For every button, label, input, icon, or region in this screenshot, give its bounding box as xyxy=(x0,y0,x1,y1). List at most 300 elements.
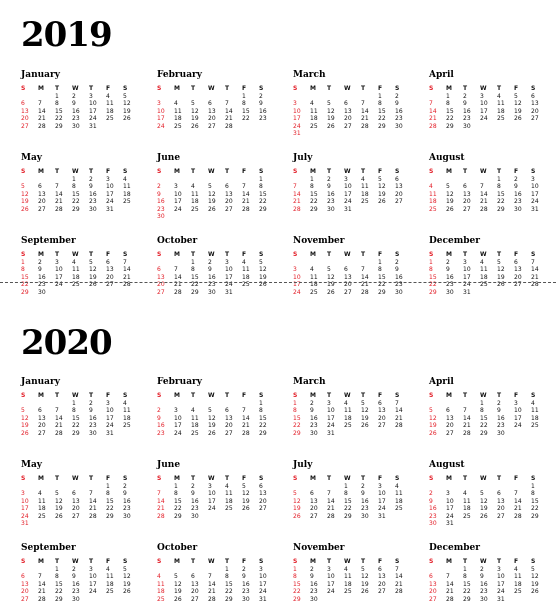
month-name: January xyxy=(21,70,60,80)
day-cell: 1 xyxy=(225,565,229,573)
day-cell: 16 xyxy=(38,273,46,281)
day-cell: 31 xyxy=(446,520,454,527)
weekday-header: F xyxy=(106,85,111,92)
empty-day xyxy=(21,483,38,491)
day-cell: 13 xyxy=(72,497,80,505)
day-cell: 27 xyxy=(310,512,318,520)
day-cell: 28 xyxy=(531,281,539,288)
day-cell: 23 xyxy=(157,205,165,213)
weekday-header: S xyxy=(21,392,26,399)
day-cell: 9 xyxy=(157,190,161,198)
day-cell: 12 xyxy=(446,190,454,198)
weekday-header: S xyxy=(157,558,162,565)
weekday-header: W xyxy=(72,168,79,175)
empty-day xyxy=(174,93,191,101)
empty-day xyxy=(38,93,55,101)
day-cell: 13 xyxy=(378,407,386,414)
day-cell: 6 xyxy=(310,490,314,497)
day-cell: 7 xyxy=(38,573,42,580)
day-cell: 1 xyxy=(259,399,263,407)
weekday-header: M xyxy=(310,392,316,399)
day-cell: 24 xyxy=(463,281,471,288)
weekday-header: W xyxy=(72,475,79,482)
day-cell: 12 xyxy=(21,190,29,198)
day-cell: 19 xyxy=(514,107,522,115)
day-cell: 10 xyxy=(174,414,182,422)
day-cell: 21 xyxy=(395,414,403,422)
weekday-header: M xyxy=(174,168,180,175)
day-cell: 4 xyxy=(242,258,246,266)
weekday-header: T xyxy=(191,168,196,175)
day-cell: 17 xyxy=(327,414,335,422)
empty-day xyxy=(38,566,55,574)
day-cell: 12 xyxy=(480,497,488,505)
day-cell: 18 xyxy=(106,580,114,588)
day-cell: 17 xyxy=(480,107,488,115)
days-grid xyxy=(293,558,411,603)
empty-day xyxy=(242,400,259,408)
day-cell: 9 xyxy=(310,573,314,580)
weekday-header: M xyxy=(38,392,44,399)
month-name: October xyxy=(157,236,198,246)
day-cell: 4 xyxy=(191,407,195,414)
empty-day xyxy=(327,259,344,267)
day-cell: 19 xyxy=(446,198,454,205)
day-cell: 19 xyxy=(55,505,63,512)
month-name: August xyxy=(429,460,465,470)
day-cell: 10 xyxy=(514,407,522,414)
day-cell: 13 xyxy=(106,266,114,273)
weekday-header: T xyxy=(327,251,332,258)
day-cell: 5 xyxy=(514,92,518,100)
day-cell: 30 xyxy=(361,512,369,520)
day-cell: 15 xyxy=(293,580,301,588)
day-cell: 20 xyxy=(191,588,199,595)
day-cell: 22 xyxy=(378,281,386,288)
month-may xyxy=(21,153,139,213)
month-june xyxy=(157,153,275,221)
weekday-header: M xyxy=(174,392,180,399)
day-cell: 13 xyxy=(225,414,233,422)
day-cell: 9 xyxy=(446,266,450,273)
day-cell: 6 xyxy=(72,490,76,497)
day-cell: 17 xyxy=(514,414,522,422)
day-cell: 6 xyxy=(106,258,110,266)
day-cell: 5 xyxy=(259,258,263,266)
day-cell: 27 xyxy=(531,115,539,122)
day-cell: 9 xyxy=(395,100,399,107)
weekday-header: F xyxy=(378,392,383,399)
day-cell: 25 xyxy=(174,122,182,130)
weekday-header: T xyxy=(55,475,60,482)
weekday-header: S xyxy=(293,475,298,482)
day-cell: 2 xyxy=(480,565,484,573)
day-cell: 6 xyxy=(38,407,42,414)
day-cell: 6 xyxy=(344,266,348,273)
day-cell: 22 xyxy=(21,281,29,288)
day-cell: 24 xyxy=(293,122,301,130)
month-name: April xyxy=(429,377,454,387)
empty-day xyxy=(429,483,446,491)
day-cell: 21 xyxy=(327,505,335,512)
weekday-header: S xyxy=(429,558,434,565)
day-cell: 5 xyxy=(21,183,25,190)
empty-day xyxy=(191,93,208,101)
day-cell: 3 xyxy=(480,92,484,100)
day-cell: 10 xyxy=(531,183,539,190)
empty-day xyxy=(293,93,310,101)
day-cell: 5 xyxy=(446,183,450,190)
weekday-header: W xyxy=(208,251,215,258)
day-cell: 26 xyxy=(174,595,182,603)
day-cell: 2 xyxy=(72,92,76,100)
day-cell: 28 xyxy=(174,288,182,296)
day-cell: 31 xyxy=(293,130,301,137)
day-cell: 25 xyxy=(531,422,539,429)
day-cell: 1 xyxy=(480,399,484,407)
day-cell: 12 xyxy=(361,573,369,580)
day-cell: 29 xyxy=(225,595,233,603)
weekday-header: M xyxy=(446,251,452,258)
day-cell: 30 xyxy=(89,429,97,437)
weekday-header: S xyxy=(21,85,26,92)
weekday-header: T xyxy=(89,392,94,399)
weekday-header: T xyxy=(55,251,60,258)
day-cell: 31 xyxy=(378,512,386,520)
day-cell: 23 xyxy=(38,281,46,288)
empty-day xyxy=(208,566,225,574)
day-cell: 25 xyxy=(38,512,46,520)
day-cell: 27 xyxy=(395,198,403,205)
weekday-header: T xyxy=(225,475,230,482)
day-cell: 22 xyxy=(259,422,267,429)
day-cell: 16 xyxy=(310,414,318,422)
day-cell: 20 xyxy=(225,198,233,205)
day-cell: 13 xyxy=(208,107,216,115)
month-name: September xyxy=(21,236,76,246)
day-cell: 11 xyxy=(225,490,233,497)
empty-day xyxy=(327,483,344,491)
day-cell: 23 xyxy=(361,505,369,512)
weekday-header: W xyxy=(72,558,79,565)
day-cell: 8 xyxy=(55,573,59,580)
empty-day xyxy=(293,176,310,184)
day-cell: 5 xyxy=(293,490,297,497)
weekday-header: S xyxy=(531,558,536,565)
day-cell: 18 xyxy=(123,190,131,198)
weekday-header: T xyxy=(55,168,60,175)
day-cell: 20 xyxy=(514,273,522,281)
day-cell: 31 xyxy=(225,288,233,296)
weekday-header: T xyxy=(55,392,60,399)
day-cell: 3 xyxy=(89,92,93,100)
day-cell: 14 xyxy=(123,266,131,273)
day-cell: 14 xyxy=(38,580,46,588)
day-cell: 15 xyxy=(446,107,454,115)
year-title: 2020 xyxy=(21,323,112,363)
day-cell: 27 xyxy=(497,512,505,520)
day-cell: 3 xyxy=(378,482,382,490)
weekday-header: S xyxy=(21,168,26,175)
day-cell: 27 xyxy=(157,288,165,296)
month-march xyxy=(293,377,411,437)
day-cell: 7 xyxy=(361,100,365,107)
day-cell: 4 xyxy=(310,100,314,107)
day-cell: 9 xyxy=(157,414,161,422)
day-cell: 13 xyxy=(395,183,403,190)
day-cell: 9 xyxy=(429,497,433,505)
weekday-header: S xyxy=(123,558,128,565)
day-cell: 19 xyxy=(293,505,301,512)
weekday-header: F xyxy=(242,392,247,399)
day-cell: 27 xyxy=(38,205,46,213)
day-cell: 3 xyxy=(208,482,212,490)
day-cell: 20 xyxy=(497,505,505,512)
day-cell: 16 xyxy=(208,273,216,281)
day-cell: 26 xyxy=(531,588,539,595)
weekday-header: S xyxy=(21,251,26,258)
day-cell: 7 xyxy=(327,490,331,497)
empty-day xyxy=(344,93,361,101)
weekday-header: M xyxy=(38,251,44,258)
day-cell: 15 xyxy=(242,107,250,115)
day-cell: 5 xyxy=(480,490,484,497)
weekday-header: W xyxy=(72,85,79,92)
day-cell: 9 xyxy=(89,183,93,190)
day-cell: 3 xyxy=(327,399,331,407)
day-cell: 20 xyxy=(395,190,403,198)
day-cell: 30 xyxy=(395,288,403,296)
day-cell: 19 xyxy=(208,198,216,205)
day-cell: 5 xyxy=(123,565,127,573)
day-cell: 22 xyxy=(497,198,505,205)
day-cell: 15 xyxy=(55,107,63,115)
day-cell: 4 xyxy=(463,490,467,497)
weekday-header: T xyxy=(463,251,468,258)
empty-day xyxy=(514,483,531,491)
days-grid xyxy=(293,251,411,296)
day-cell: 9 xyxy=(310,407,314,414)
day-cell: 23 xyxy=(310,422,318,429)
weekday-header: S xyxy=(531,85,536,92)
day-cell: 27 xyxy=(378,588,386,595)
day-cell: 15 xyxy=(259,414,267,422)
day-cell: 3 xyxy=(293,266,297,273)
day-cell: 11 xyxy=(123,183,131,190)
weekday-header: T xyxy=(497,85,502,92)
day-cell: 4 xyxy=(123,175,127,183)
day-cell: 1 xyxy=(174,482,178,490)
day-cell: 27 xyxy=(463,205,471,213)
day-cell: 2 xyxy=(157,183,161,190)
day-cell: 30 xyxy=(89,205,97,213)
day-cell: 6 xyxy=(225,407,229,414)
month-october xyxy=(157,236,275,296)
day-cell: 28 xyxy=(429,122,437,130)
day-cell: 1 xyxy=(21,258,25,266)
day-cell: 30 xyxy=(157,213,165,220)
day-cell: 9 xyxy=(497,407,501,414)
weekday-header: S xyxy=(259,85,264,92)
day-cell: 18 xyxy=(497,107,505,115)
day-cell: 25 xyxy=(429,205,437,213)
day-cell: 16 xyxy=(446,273,454,281)
day-cell: 3 xyxy=(174,407,178,414)
day-cell: 2 xyxy=(259,92,263,100)
empty-day xyxy=(446,566,463,574)
weekday-header: F xyxy=(106,475,111,482)
day-cell: 29 xyxy=(344,512,352,520)
day-cell: 10 xyxy=(55,266,63,273)
day-cell: 23 xyxy=(395,281,403,288)
day-cell: 1 xyxy=(72,175,76,183)
weekday-header: F xyxy=(514,475,519,482)
empty-day xyxy=(157,259,174,267)
day-cell: 14 xyxy=(429,107,437,115)
empty-day xyxy=(480,176,497,184)
day-cell: 28 xyxy=(225,122,233,130)
day-cell: 16 xyxy=(395,273,403,281)
day-cell: 4 xyxy=(310,266,314,273)
day-cell: 25 xyxy=(72,281,80,288)
weekday-header: T xyxy=(361,558,366,565)
day-cell: 7 xyxy=(157,490,161,497)
day-cell: 31 xyxy=(463,288,471,296)
weekday-header: W xyxy=(208,85,215,92)
day-cell: 23 xyxy=(191,505,199,512)
days-grid xyxy=(157,168,275,221)
day-cell: 17 xyxy=(89,107,97,115)
day-cell: 28 xyxy=(293,205,301,213)
day-cell: 26 xyxy=(191,122,199,130)
day-cell: 17 xyxy=(106,414,114,422)
day-cell: 21 xyxy=(55,422,63,429)
day-cell: 31 xyxy=(344,205,352,213)
day-cell: 24 xyxy=(157,122,165,130)
day-cell: 10 xyxy=(106,407,114,414)
day-cell: 14 xyxy=(208,580,216,588)
day-cell: 11 xyxy=(106,573,114,580)
day-cell: 21 xyxy=(157,505,165,512)
month-name: July xyxy=(293,460,313,470)
day-cell: 13 xyxy=(225,190,233,198)
weekday-header: F xyxy=(378,475,383,482)
day-cell: 23 xyxy=(463,115,471,122)
day-cell: 18 xyxy=(429,198,437,205)
day-cell: 7 xyxy=(463,407,467,414)
day-cell: 10 xyxy=(225,266,233,273)
day-cell: 10 xyxy=(327,407,335,414)
day-cell: 10 xyxy=(293,273,301,281)
day-cell: 21 xyxy=(361,281,369,288)
day-cell: 6 xyxy=(225,183,229,190)
day-cell: 11 xyxy=(395,490,403,497)
day-cell: 16 xyxy=(463,107,471,115)
weekday-header: S xyxy=(123,392,128,399)
day-cell: 9 xyxy=(242,573,246,580)
month-november xyxy=(293,543,411,603)
day-cell: 8 xyxy=(429,266,433,273)
day-cell: 6 xyxy=(395,175,399,183)
day-cell: 8 xyxy=(497,183,501,190)
day-cell: 5 xyxy=(174,573,178,580)
day-cell: 12 xyxy=(378,183,386,190)
day-cell: 13 xyxy=(463,190,471,198)
day-cell: 9 xyxy=(72,573,76,580)
month-name: July xyxy=(293,153,313,163)
day-cell: 29 xyxy=(310,205,318,213)
weekday-header: T xyxy=(55,558,60,565)
day-cell: 27 xyxy=(344,288,352,296)
day-cell: 2 xyxy=(89,399,93,407)
weekday-header: W xyxy=(208,475,215,482)
day-cell: 25 xyxy=(463,512,471,520)
day-cell: 7 xyxy=(55,407,59,414)
empty-day xyxy=(157,400,174,408)
day-cell: 21 xyxy=(208,588,216,595)
day-cell: 3 xyxy=(344,175,348,183)
day-cell: 19 xyxy=(21,422,29,429)
day-cell: 27 xyxy=(208,122,216,130)
empty-day xyxy=(225,400,242,408)
day-cell: 12 xyxy=(208,190,216,198)
empty-day xyxy=(293,259,310,267)
weekday-header: S xyxy=(395,475,400,482)
day-cell: 8 xyxy=(106,490,110,497)
day-cell: 26 xyxy=(497,281,505,288)
day-cell: 18 xyxy=(395,497,403,505)
month-may xyxy=(21,460,139,528)
day-cell: 19 xyxy=(429,422,437,429)
day-cell: 14 xyxy=(174,273,182,281)
day-cell: 30 xyxy=(395,122,403,130)
day-cell: 22 xyxy=(55,115,63,122)
day-cell: 22 xyxy=(293,588,301,595)
day-cell: 22 xyxy=(531,505,539,512)
day-cell: 12 xyxy=(361,407,369,414)
weekday-header: T xyxy=(361,85,366,92)
day-cell: 21 xyxy=(293,198,301,205)
day-cell: 11 xyxy=(174,107,182,115)
day-cell: 29 xyxy=(531,512,539,520)
empty-day xyxy=(191,400,208,408)
empty-day xyxy=(191,176,208,184)
day-cell: 14 xyxy=(531,266,539,273)
day-cell: 23 xyxy=(89,198,97,205)
day-cell: 28 xyxy=(361,122,369,130)
day-cell: 28 xyxy=(446,595,454,603)
day-cell: 19 xyxy=(361,580,369,588)
month-march xyxy=(293,70,411,138)
day-cell: 24 xyxy=(89,588,97,595)
weekday-header: S xyxy=(531,475,536,482)
day-cell: 12 xyxy=(429,414,437,422)
weekday-header: M xyxy=(38,475,44,482)
day-cell: 22 xyxy=(55,588,63,595)
month-name: November xyxy=(293,543,345,553)
day-cell: 5 xyxy=(361,399,365,407)
day-cell: 4 xyxy=(191,183,195,190)
empty-day xyxy=(191,566,208,574)
month-april xyxy=(429,70,547,130)
day-cell: 26 xyxy=(208,205,216,213)
empty-day xyxy=(157,483,174,491)
weekday-header: T xyxy=(497,392,502,399)
weekday-header: S xyxy=(395,392,400,399)
day-cell: 24 xyxy=(378,505,386,512)
days-grid xyxy=(429,168,547,213)
month-january xyxy=(21,70,139,130)
